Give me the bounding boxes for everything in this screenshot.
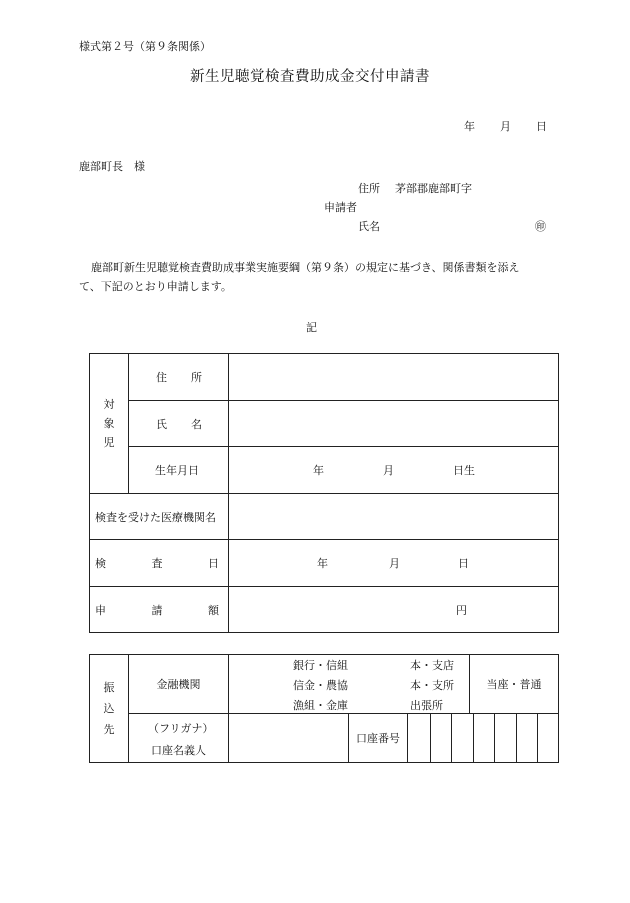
exam-date-field[interactable]: [229, 540, 558, 586]
exam-day: 日: [458, 557, 469, 570]
amount-field[interactable]: [229, 587, 558, 632]
addressee: 鹿部町長 様: [79, 160, 145, 173]
bank-type-1[interactable]: 銀行・信組: [293, 659, 348, 672]
date-year: 年: [464, 120, 475, 133]
account-holder-field[interactable]: [229, 714, 348, 762]
transfer-char-2: 込: [103, 702, 115, 715]
account-type[interactable]: 当座・普通: [486, 678, 542, 691]
name-label: 氏名: [358, 220, 380, 233]
account-holder-label: 口座名義人: [151, 744, 206, 757]
date-day: 日: [536, 120, 547, 133]
branch-type-1[interactable]: 本・支店: [410, 659, 454, 672]
address-value: 茅部郡鹿部町字: [395, 182, 472, 195]
seal-mark: ㊞: [535, 220, 546, 233]
dob-label: 生年月日: [155, 464, 199, 477]
institution-field[interactable]: [229, 494, 558, 539]
transfer-char-1: 振: [103, 681, 115, 694]
subject-char-1: 対: [103, 398, 115, 411]
address-label: 住所: [358, 182, 380, 195]
form-number: 様式第２号（第９条関係）: [79, 40, 211, 53]
dob-day: 日生: [453, 464, 475, 477]
child-name-field[interactable]: [229, 401, 558, 446]
child-address-label: 住 所: [156, 371, 202, 384]
exam-year: 年: [317, 557, 328, 570]
branch-type-3[interactable]: 出張所: [410, 699, 443, 712]
child-address-field[interactable]: [229, 354, 558, 400]
date-month: 月: [500, 120, 511, 133]
body-line-1: 鹿部町新生児聴覚検査費助成事業実施要綱（第９条）の規定に基づき、関係書類を添え: [91, 261, 520, 274]
subject-char-3: 児: [103, 436, 115, 449]
institution-label: 検査を受けた医療機関名: [95, 510, 216, 524]
exam-month: 月: [389, 557, 400, 570]
ki-heading: 記: [306, 321, 317, 334]
transfer-char-3: 先: [103, 723, 115, 736]
exam-date-label: 検 査 日: [95, 557, 219, 570]
subject-char-2: 象: [103, 417, 115, 430]
applicant-label: 申請者: [324, 201, 357, 214]
dob-year: 年: [313, 464, 324, 477]
dob-field[interactable]: [229, 447, 558, 493]
yen-unit: 円: [456, 603, 467, 617]
bank-type-3[interactable]: 漁組・金庫: [293, 699, 348, 712]
account-number-field[interactable]: [408, 714, 558, 762]
account-number-label: 口座番号: [356, 732, 400, 745]
bank-label: 金融機関: [156, 678, 201, 691]
furigana-label: （フリガナ）: [148, 722, 214, 735]
child-name-label: 氏 名: [156, 417, 202, 431]
bank-type-2[interactable]: 信金・農協: [293, 679, 348, 692]
body-line-2: て、下記のとおり申請します。: [79, 280, 232, 293]
amount-label: 申 請 額: [95, 603, 219, 617]
dob-month: 月: [383, 464, 394, 477]
branch-type-2[interactable]: 本・支所: [410, 679, 454, 692]
form-title: 新生児聴覚検査費助成金交付申請書: [190, 69, 430, 85]
